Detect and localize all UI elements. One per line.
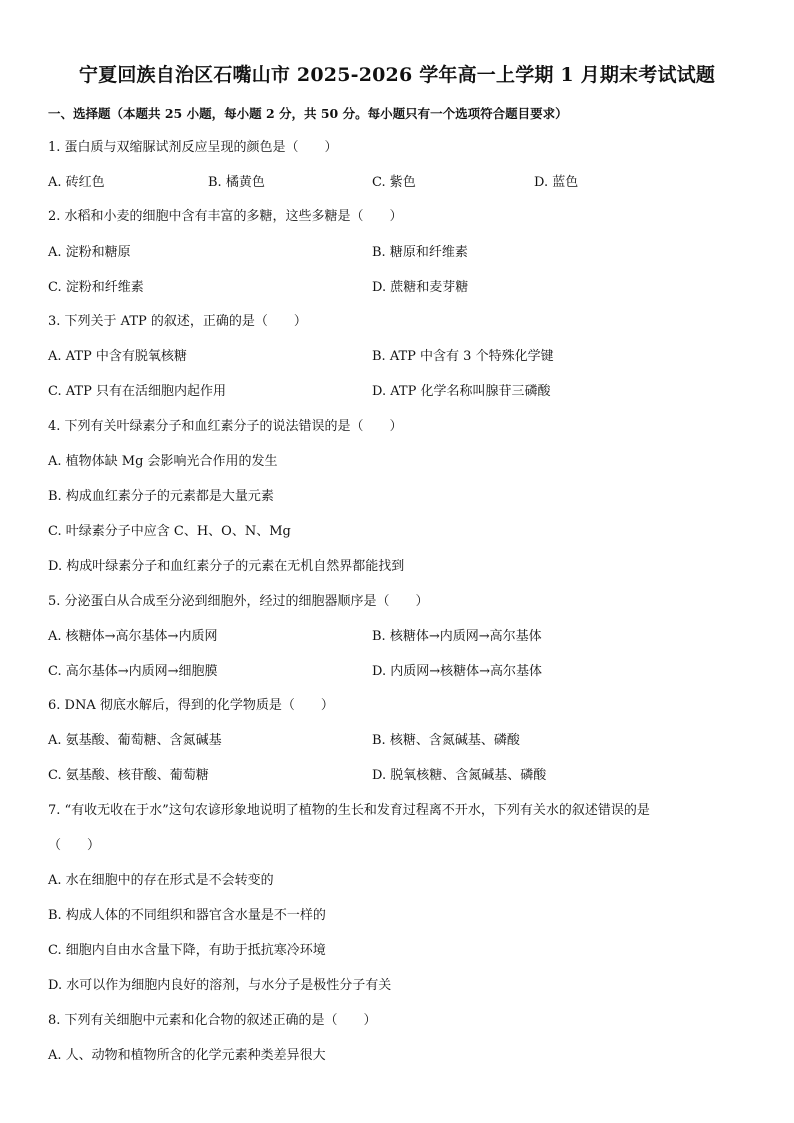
question-5-option-b: B. 核糖体→内质网→高尔基体	[372, 629, 542, 644]
question-1-option-d: D. 蓝色	[534, 175, 579, 190]
question-2-option-b: B. 糖原和纤维素	[372, 245, 468, 260]
question-2-option-a: A. 淀粉和糖原	[48, 245, 131, 260]
question-2-option-c: C. 淀粉和纤维素	[48, 280, 144, 295]
question-1-option-a: A. 砖红色	[48, 175, 105, 190]
question-3-option-d: D. ATP 化学名称叫腺苷三磷酸	[372, 384, 551, 399]
question-2-option-d: D. 蔗糖和麦芽糖	[372, 280, 469, 295]
question-1-option-c: C. 紫色	[372, 175, 416, 190]
question-5-option-d: D. 内质网→核糖体→高尔基体	[372, 664, 543, 679]
question-7-option-a: A. 水在细胞中的存在形式是不会转变的	[48, 873, 274, 888]
question-3-option-c: C. ATP 只有在活细胞内起作用	[48, 384, 226, 399]
question-3-option-a: A. ATP 中含有脱氧核糖	[48, 349, 187, 364]
question-6-stem: 6. DNA 彻底水解后，得到的化学物质是（ ）	[48, 698, 334, 713]
question-4-option-d: D. 构成叶绿素分子和血红素分子的元素在无机自然界都能找到	[48, 559, 405, 574]
question-8-option-a: A. 人、动物和植物所含的化学元素种类差异很大	[48, 1048, 326, 1063]
document-title: 宁夏回族自治区石嘴山市 2025-2026 学年高一上学期 1 月期末考试试题	[78, 64, 716, 86]
question-2-stem: 2. 水稻和小麦的细胞中含有丰富的多糖，这些多糖是（ ）	[48, 209, 403, 224]
question-4-option-b: B. 构成血红素分子的元素都是大量元素	[48, 489, 274, 504]
question-7-option-c: C. 细胞内自由水含量下降，有助于抵抗寒冷环境	[48, 943, 326, 958]
question-5-stem: 5. 分泌蛋白从合成至分泌到细胞外，经过的细胞器顺序是（ ）	[48, 594, 429, 609]
question-1-option-b: B. 橘黄色	[208, 175, 265, 190]
question-6-option-c: C. 氨基酸、核苷酸、葡萄糖	[48, 768, 209, 783]
section-heading: 一、选择题（本题共 25 小题，每小题 2 分，共 50 分。每小题只有一个选项符合题目要求）	[48, 106, 568, 121]
question-5-option-a: A. 核糖体→高尔基体→内质网	[48, 629, 218, 644]
question-3-option-b: B. ATP 中含有 3 个特殊化学键	[372, 349, 554, 364]
question-4-option-a: A. 植物体缺 Mg 会影响光合作用的发生	[48, 454, 278, 469]
question-7-stem: 7. “有收无收在于水”这句农谚形象地说明了植物的生长和发育过程离不开水，下列有关水的叙述错误的是	[48, 803, 650, 818]
question-7-stem-continuation: （ ）	[48, 838, 101, 853]
question-4-option-c: C. 叶绿素分子中应含 C、H、O、N、Mg	[48, 524, 291, 539]
question-6-option-b: B. 核糖、含氮碱基、磷酸	[372, 733, 520, 748]
question-5-option-c: C. 高尔基体→内质网→细胞膜	[48, 664, 218, 679]
question-7-option-d: D. 水可以作为细胞内良好的溶剂，与水分子是极性分子有关	[48, 978, 392, 993]
question-4-stem: 4. 下列有关叶绿素分子和血红素分子的说法错误的是（ ）	[48, 419, 403, 434]
question-6-option-a: A. 氨基酸、葡萄糖、含氮碱基	[48, 733, 222, 748]
question-1-stem: 1. 蛋白质与双缩脲试剂反应呈现的颜色是（ ）	[48, 140, 338, 155]
question-6-option-d: D. 脱氧核糖、含氮碱基、磷酸	[372, 768, 547, 783]
question-8-stem: 8. 下列有关细胞中元素和化合物的叙述正确的是（ ）	[48, 1013, 377, 1028]
question-3-stem: 3. 下列关于 ATP 的叙述，正确的是（ ）	[48, 314, 307, 329]
question-7-option-b: B. 构成人体的不同组织和器官含水量是不一样的	[48, 908, 326, 923]
